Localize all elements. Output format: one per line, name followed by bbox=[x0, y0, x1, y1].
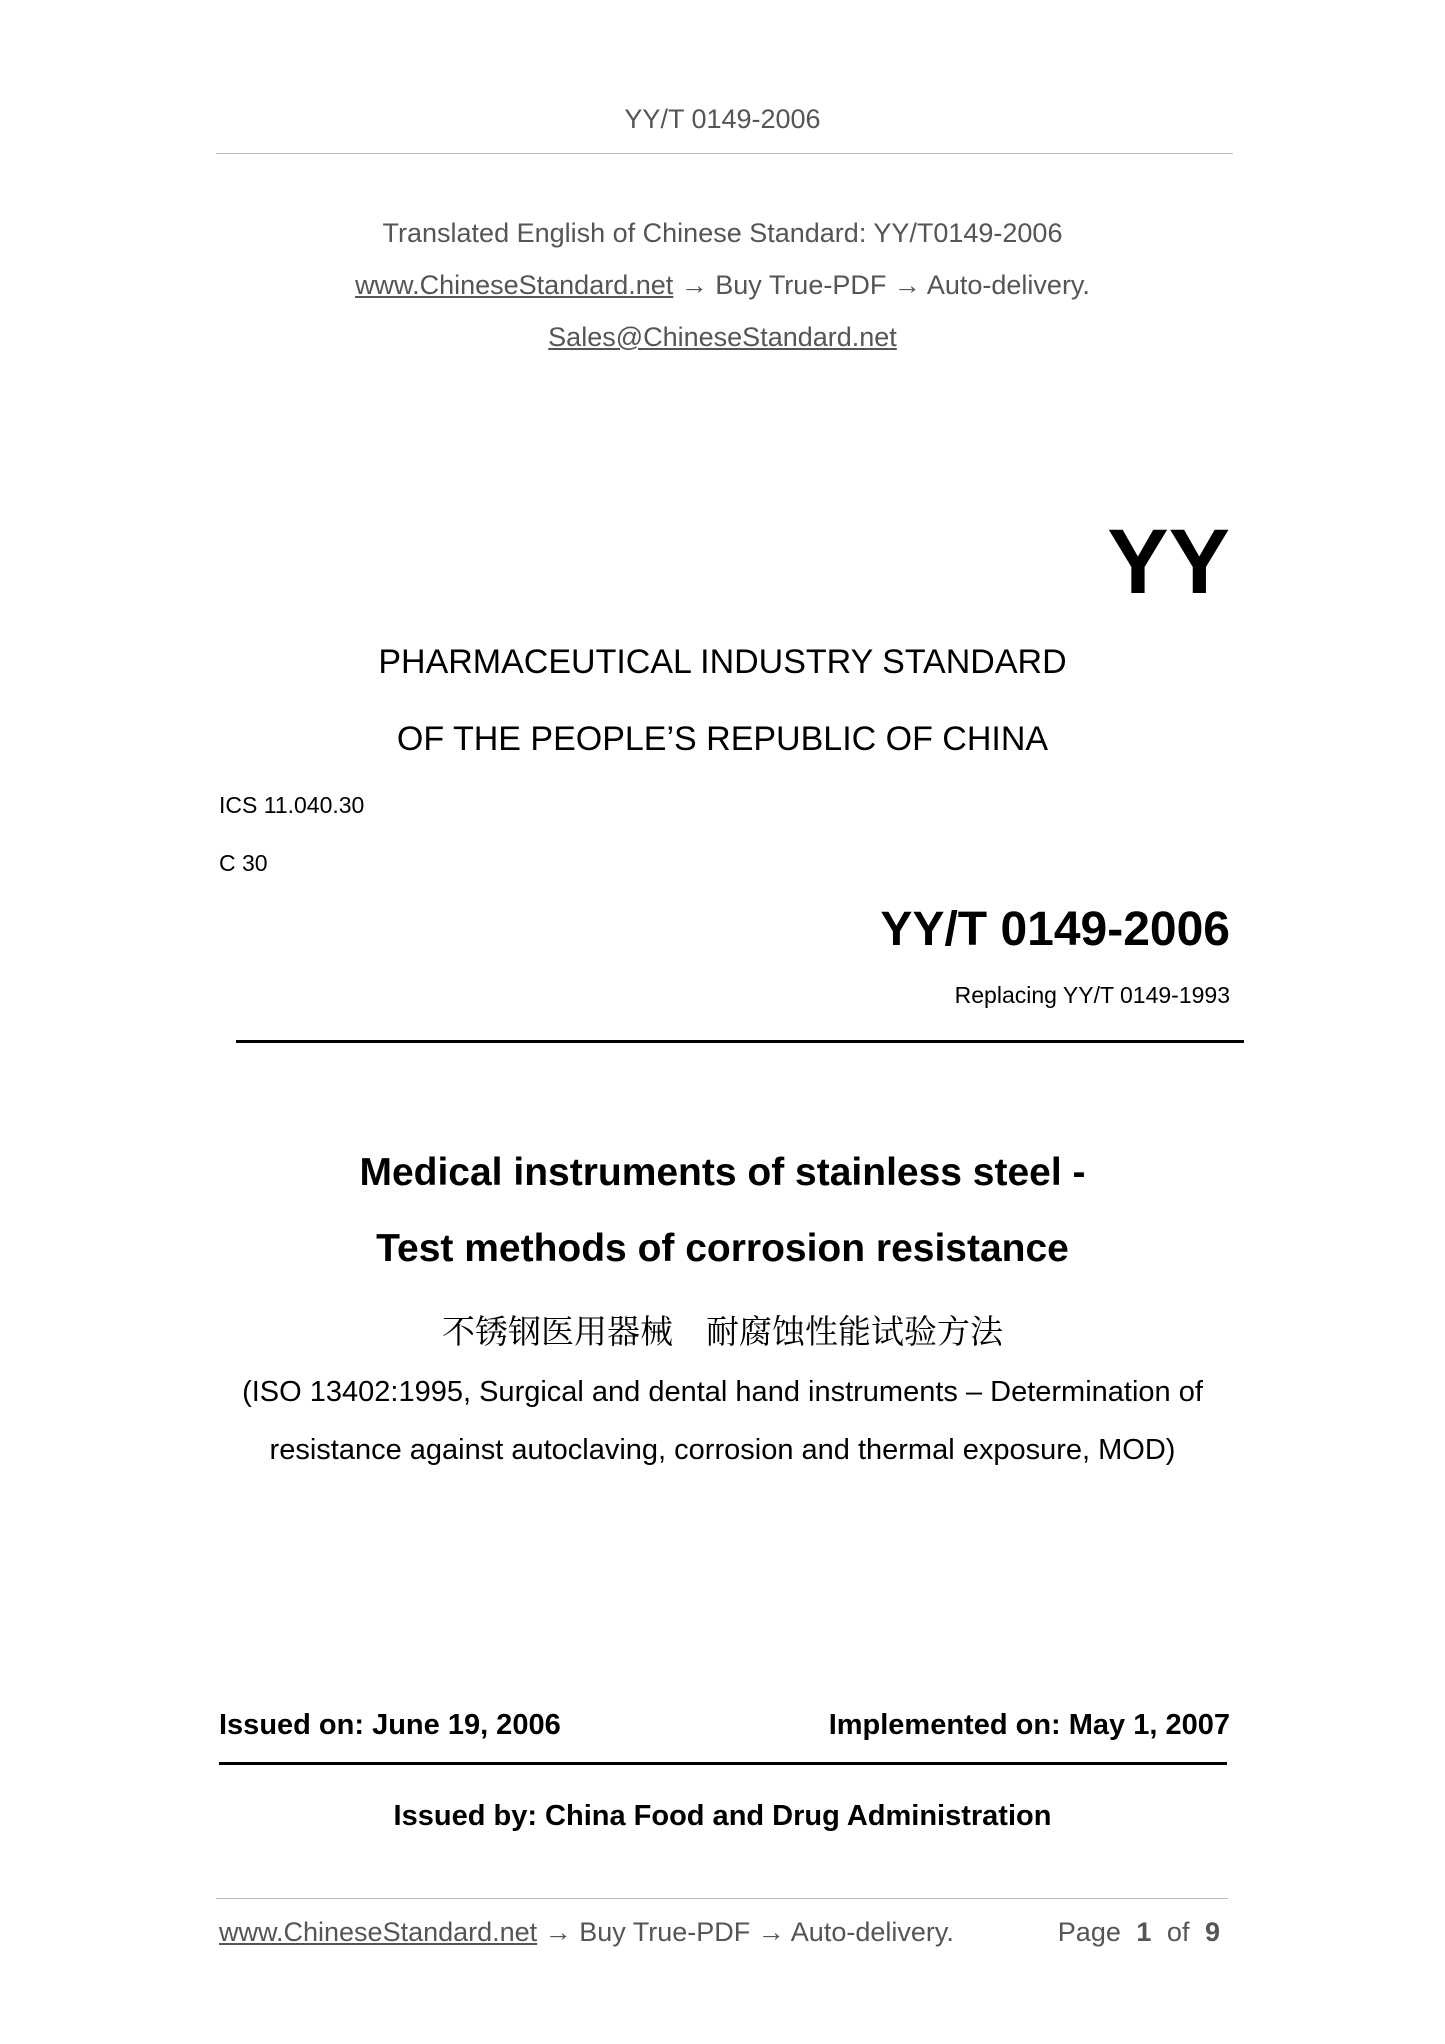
header-site-link[interactable]: www.ChineseStandard.net bbox=[355, 270, 674, 300]
translation-line: Translated English of Chinese Standard: YY/T0149-2006 bbox=[382, 218, 1063, 248]
arrow-icon: → bbox=[757, 1917, 785, 1947]
header-rule bbox=[216, 153, 1233, 154]
arrow-icon: → bbox=[893, 270, 921, 300]
header-auto-text: Auto-delivery. bbox=[926, 270, 1090, 300]
footer-buy-text: Buy True-PDF bbox=[579, 1917, 751, 1947]
page-current: 1 bbox=[1136, 1917, 1152, 1947]
footer-auto-text: Auto-delivery. bbox=[790, 1917, 954, 1947]
footer-links-line bbox=[219, 1917, 954, 1948]
equivalence-line-2: resistance against autoclaving, corrosion and thermal exposure, MOD) bbox=[269, 1434, 1176, 1466]
page-indicator bbox=[1058, 1917, 1220, 1948]
implemented-date: Implemented on: May 1, 2007 bbox=[828, 1709, 1230, 1741]
dates-rule bbox=[219, 1762, 1227, 1765]
title-line-1: Medical instruments of stainless steel - bbox=[359, 1151, 1086, 1194]
header-block-rule bbox=[236, 1040, 1244, 1043]
industry-line-1: PHARMACEUTICAL INDUSTRY STANDARD bbox=[378, 643, 1067, 681]
header-buy-text: Buy True-PDF bbox=[715, 270, 887, 300]
ccs-code: C 30 bbox=[219, 850, 268, 876]
ics-code: ICS 11.040.30 bbox=[219, 792, 365, 818]
footer-site-link[interactable]: www.ChineseStandard.net bbox=[219, 1917, 538, 1947]
sales-email-link[interactable]: Sales@ChineseStandard.net bbox=[548, 322, 897, 352]
sales-email-line bbox=[0, 322, 1445, 353]
running-header-title: YY/T 0149-2006 bbox=[624, 104, 821, 134]
page-total: 9 bbox=[1204, 1917, 1220, 1947]
page-label: Page bbox=[1057, 1917, 1121, 1947]
arrow-icon: → bbox=[680, 270, 708, 300]
industry-line-2: OF THE PEOPLE’S REPUBLIC OF CHINA bbox=[396, 720, 1049, 758]
of-label: of bbox=[1166, 1917, 1190, 1947]
title-line-2: Test methods of corrosion resistance bbox=[376, 1227, 1069, 1270]
arrow-icon: → bbox=[544, 1917, 572, 1947]
standard-mark: YY bbox=[1107, 511, 1230, 613]
equivalence-line-1: (ISO 13402:1995, Surgical and dental hand instruments – Determination of bbox=[242, 1376, 1203, 1408]
issued-by: Issued by: China Food and Drug Administration bbox=[393, 1800, 1052, 1832]
chinese-title: 不锈钢医用器械 耐腐蚀性能试验方法 bbox=[442, 1312, 1003, 1351]
footer-rule bbox=[216, 1898, 1228, 1899]
header-links-line bbox=[0, 270, 1445, 301]
standard-number: YY/T 0149-2006 bbox=[880, 903, 1230, 956]
replacing-note: Replacing YY/T 0149-1993 bbox=[954, 982, 1230, 1008]
issued-date: Issued on: June 19, 2006 bbox=[219, 1709, 561, 1741]
